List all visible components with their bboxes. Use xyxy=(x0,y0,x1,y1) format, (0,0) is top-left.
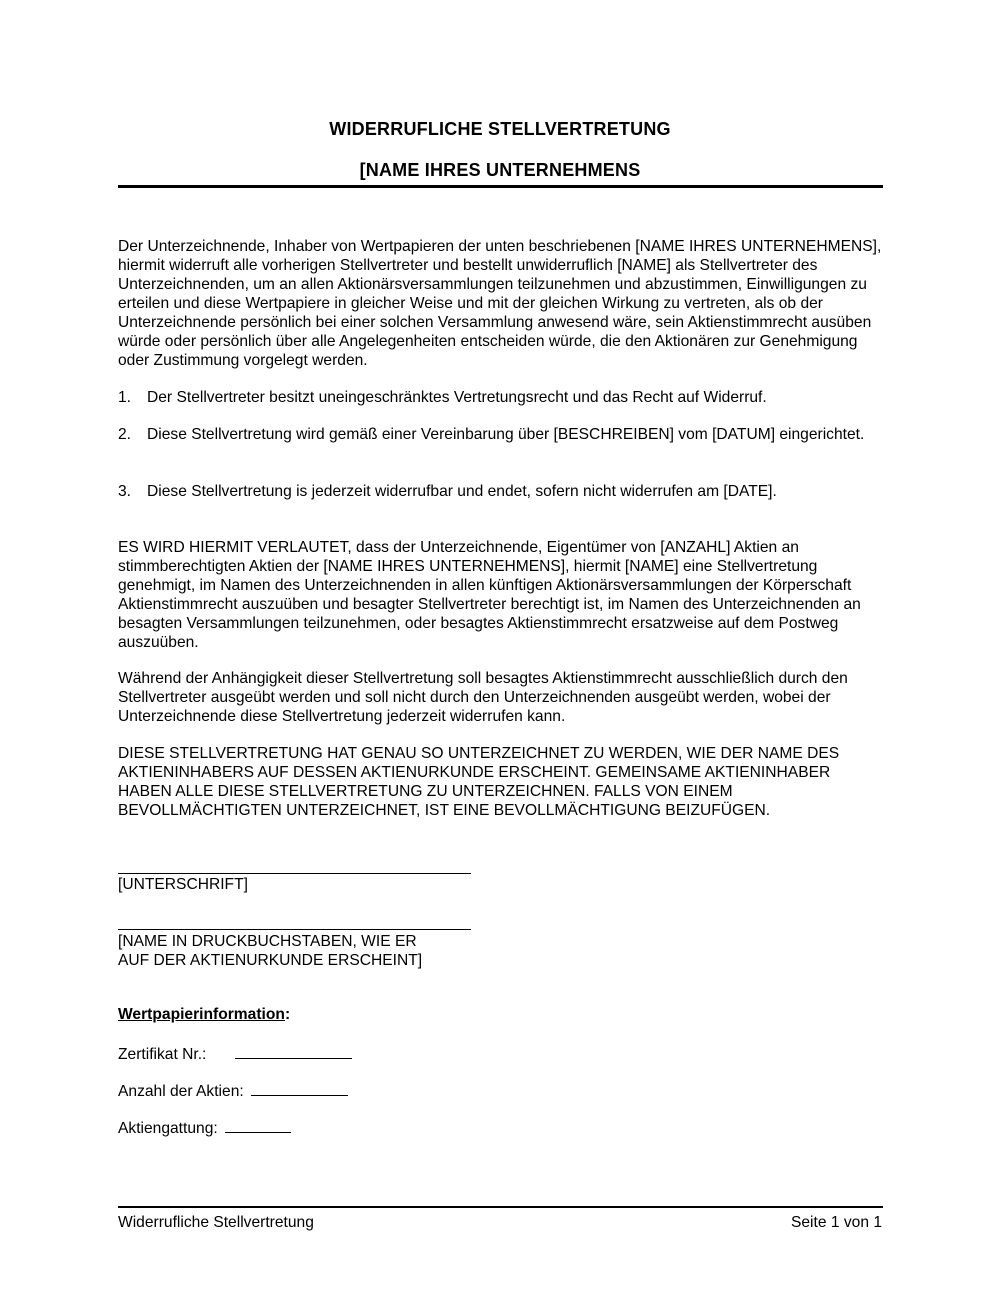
footer-document-name: Widerrufliche Stellvertretung xyxy=(118,1214,314,1231)
security-info-heading xyxy=(118,1005,290,1024)
list-item-number: 1. xyxy=(118,389,132,406)
share-class-label: Aktiengattung: xyxy=(118,1120,218,1137)
share-count-label: Anzahl der Aktien: xyxy=(118,1083,244,1100)
signature-label: [UNTERSCHRIFT] xyxy=(118,876,248,893)
share-count-field xyxy=(118,1081,348,1101)
company-title: [NAME IHRES UNTERNEHMENS xyxy=(359,160,641,180)
printed-name-label-1: [NAME IN DRUCKBUCHSTABEN, WIE ER xyxy=(118,933,417,950)
pendency-paragraph: Während der Anhängigkeit dieser Stellvertretung soll besagtes Aktienstimmrecht ausschließlich durch den Stellvertreter ausgeübt werden und soll nicht durch den Unterzeichnenden ausgeübt werden, wobei der Unterzeichnende diese Stellvertretung jederzeit widerrufen kann. xyxy=(118,670,848,725)
list-item-number: 3. xyxy=(118,483,132,500)
footer-page-number: Seite 1 von 1 xyxy=(790,1214,882,1231)
intro-paragraph: Der Unterzeichnende, Inhaber von Wertpapieren der unten beschriebenen [NAME IHRES UNTERNEHMENS], hiermit widerruft alle vorherigen Stellvertreter und bestellt unwiderruflich [NAME] als Stellvertreter des Unterzeichnenden, um an allen Aktionärsversammlungen teilzunehmen und abzustimmen, Einwilligungen zu erteilen und diese Wertpapiere in gleicher Weise und mit der gleichen Wirkung zu vertreten, als ob der Unterzeichnende persönlich bei einer solchen Versammlung anwesend wäre, sein Aktienstimmrecht ausüben würde oder persönlich über alle Angelegenheiten entscheiden würde, die den Aktionären zur Genehmigung oder Zustimmung vorgelegt werden. xyxy=(118,238,882,369)
authorization-paragraph: ES WIRD HIERMIT VERLAUTET, dass der Unterzeichnende, Eigentümer von [ANZAHL] Aktien an stimmberechtigten Aktien der [NAME IHRES UNTERNEHMENS], hiermit [NAME] eine Stellvertretung genehmigt, im Namen des Unterzeichnenden in allen künftigen Aktionärsversammlungen der Körperschaft Aktienstimmrecht auszuüben und besagter Stellvertreter berechtigt ist, im Namen des Unterzeichnenden an besagten Versammlungen teilzunehmen, oder besagtes Aktienstimmrecht ersatzweise auf dem Postweg auszuüben. xyxy=(118,539,861,651)
printed-name-label-2: AUF DER AKTIENURKUNDE ERSCHEINT] xyxy=(118,952,423,969)
footer-rule xyxy=(118,1206,883,1208)
certificate-number-field xyxy=(118,1044,352,1064)
certificate-number-label: Zertifikat Nr.: xyxy=(118,1046,207,1063)
list-item-text: Diese Stellvertretung wird gemäß einer Vereinbarung über [BESCHREIBEN] vom [DATUM] eingerichtet. xyxy=(147,426,865,443)
security-info-heading-colon: : xyxy=(284,1006,291,1023)
list-item-text: Diese Stellvertretung is jederzeit widerrufbar und endet, sofern nicht widerrufen am [DATE]. xyxy=(147,483,777,500)
share-class-blank xyxy=(225,1118,291,1133)
printed-name-line xyxy=(118,929,471,930)
list-item-number: 2. xyxy=(118,426,132,443)
signature-line xyxy=(118,873,471,874)
security-info-heading-text: Wertpapierinformation xyxy=(118,1006,285,1023)
header-rule xyxy=(118,185,883,188)
document-title: WIDERRUFLICHE STELLVERTRETUNG xyxy=(329,119,671,139)
share-class-field xyxy=(118,1118,291,1138)
list-item-text: Der Stellvertreter besitzt uneingeschränktes Vertretungsrecht und das Recht auf Widerruf. xyxy=(147,389,767,406)
share-count-blank xyxy=(251,1081,348,1096)
signing-notice-paragraph: DIESE STELLVERTRETUNG HAT GENAU SO UNTERZEICHNET ZU WERDEN, WIE DER NAME DES AKTIENINHABERS AUF DESSEN AKTIENURKUNDE ERSCHEINT. GEMEINSAME AKTIENINHABER HABEN ALLE DIESE STELLVERTRETUNG ZU UNTERZEICHNEN. FALLS VON EINEM BEVOLLMÄCHTIGTEN UNTERZEICHNET, IST EINE BEVOLLMÄCHTIGUNG BEIZUFÜGEN. xyxy=(118,745,840,819)
certificate-number-blank xyxy=(235,1044,352,1059)
